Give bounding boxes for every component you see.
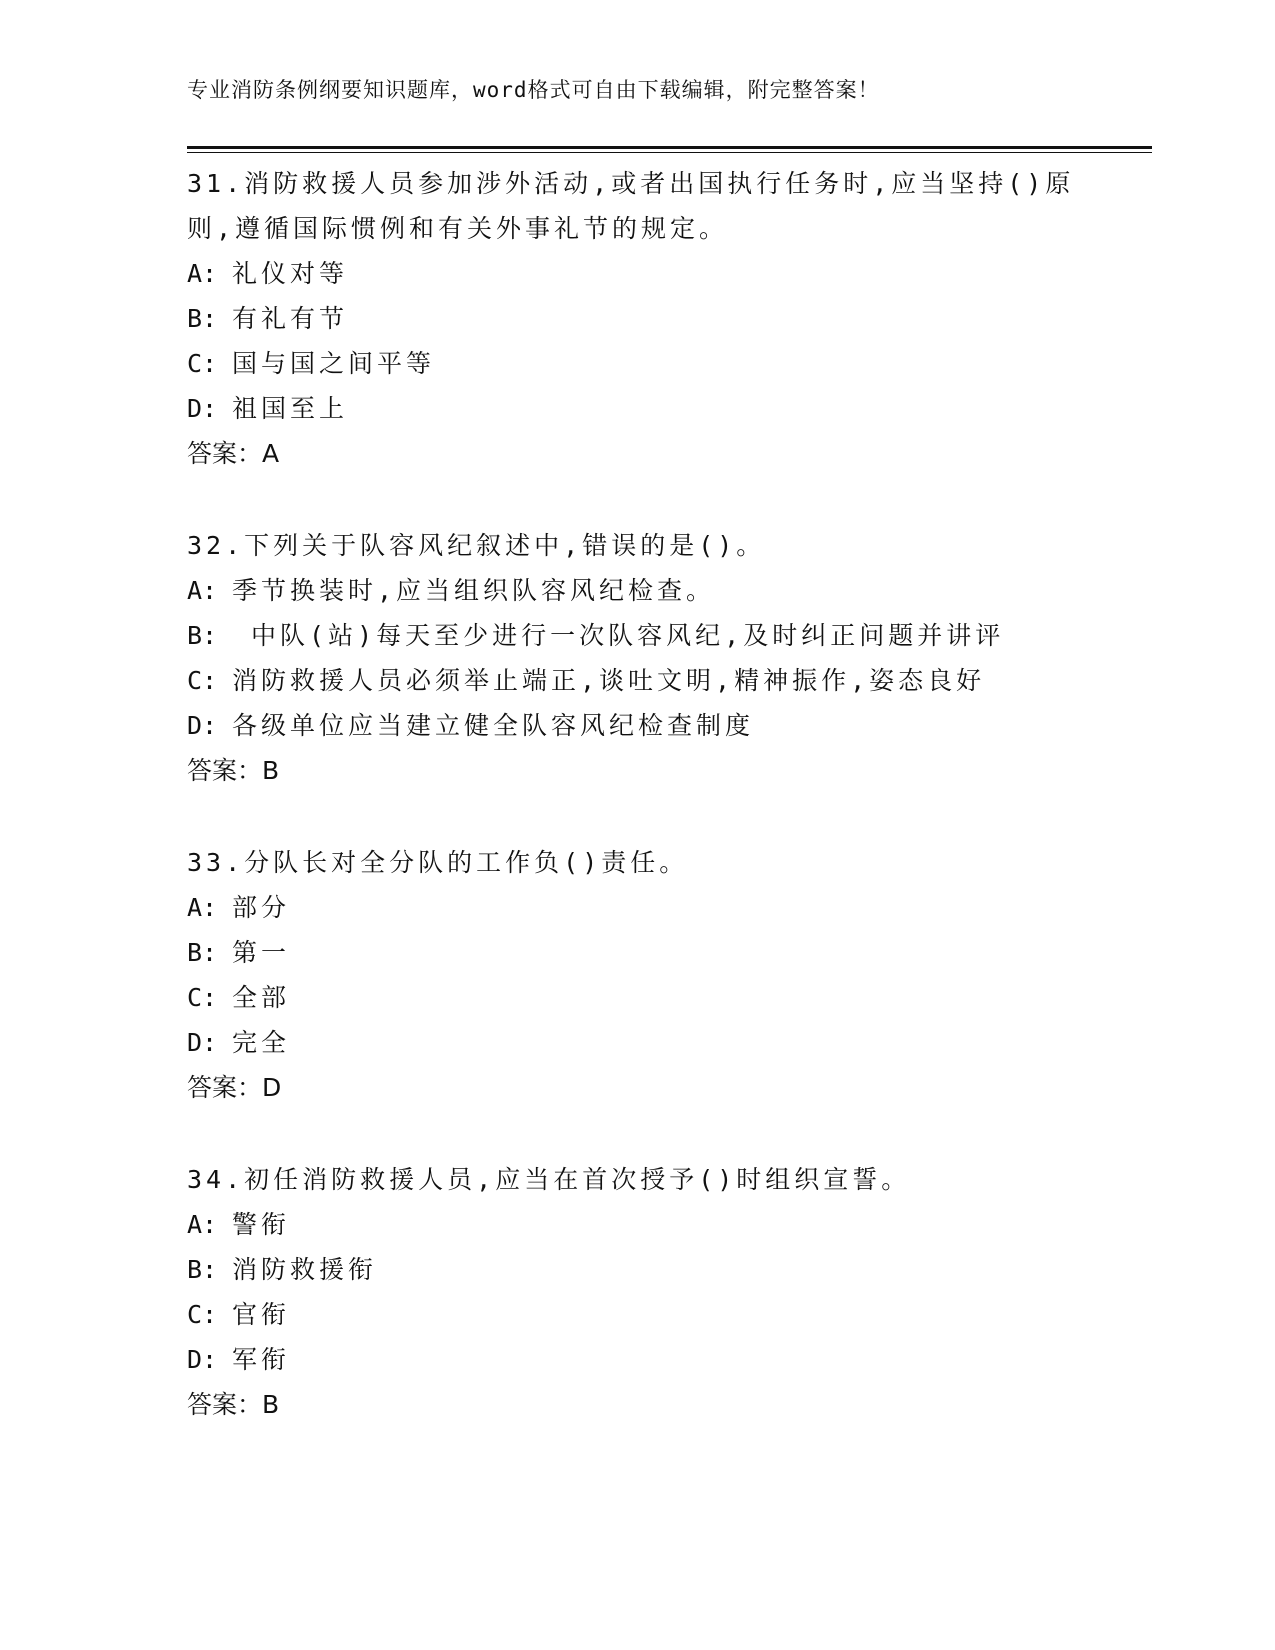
option-letter: B:	[187, 304, 218, 333]
question-stem: 31.消防救援人员参加涉外活动,或者出国执行任务时,应当坚持()原则,遵循国际惯例和有关外事礼节的规定。	[187, 169, 1075, 243]
option-d	[187, 1020, 1117, 1065]
option-text: 中队(站)每天至少进行一次队容风纪,及时纠正问题并讲评	[232, 621, 1005, 650]
option-letter: A:	[187, 1210, 218, 1239]
question-list	[187, 161, 1117, 1474]
answer-line: 答案：B	[187, 1390, 280, 1419]
document-header: 专业消防条例纲要知识题库，word格式可自由下载编辑，附完整答案！	[187, 78, 880, 102]
option-text: 季节换装时,应当组织队容风纪检查。	[232, 576, 716, 605]
question-stem: 32.下列关于队容风纪叙述中,错误的是()。	[187, 531, 766, 560]
question-stem: 33.分队长对全分队的工作负()责任。	[187, 848, 689, 877]
question-32	[187, 523, 1117, 794]
answer-line: 答案：B	[187, 756, 280, 785]
option-c	[187, 341, 1117, 386]
option-b	[187, 1247, 1117, 1292]
option-text: 消防救援衔	[232, 1255, 378, 1284]
option-letter: B:	[187, 938, 218, 967]
option-c	[187, 1292, 1117, 1337]
option-b	[187, 296, 1117, 341]
option-letter: D:	[187, 711, 218, 740]
option-a	[187, 885, 1117, 930]
option-letter: B:	[187, 1255, 218, 1284]
question-34	[187, 1157, 1117, 1428]
option-b	[187, 930, 1117, 975]
option-letter: C:	[187, 1300, 218, 1329]
option-a	[187, 251, 1117, 296]
option-text: 国与国之间平等	[232, 349, 436, 378]
option-letter: C:	[187, 666, 218, 695]
option-text: 军衔	[232, 1345, 291, 1374]
answer-line: 答案：D	[187, 1073, 282, 1102]
option-letter: B:	[187, 621, 218, 650]
option-a	[187, 568, 1117, 613]
option-letter: A:	[187, 259, 218, 288]
question-33	[187, 840, 1117, 1111]
option-text: 全部	[232, 983, 291, 1012]
option-letter: C:	[187, 983, 218, 1012]
option-letter: D:	[187, 1028, 218, 1057]
option-text: 有礼有节	[232, 304, 349, 333]
option-text: 官衔	[232, 1300, 291, 1329]
option-text: 完全	[232, 1028, 291, 1057]
option-c	[187, 658, 1117, 703]
option-letter: D:	[187, 1345, 218, 1374]
option-d	[187, 703, 1117, 748]
option-letter: A:	[187, 576, 218, 605]
option-text: 第一	[232, 938, 291, 967]
question-stem: 34.初任消防救援人员,应当在首次授予()时组织宣誓。	[187, 1165, 911, 1194]
header-rule-thin	[187, 152, 1152, 153]
option-text: 礼仪对等	[232, 259, 349, 288]
option-text: 消防救援人员必须举止端正,谈吐文明,精神振作,姿态良好	[232, 666, 986, 695]
answer-line: 答案：A	[187, 439, 280, 468]
option-letter: C:	[187, 349, 218, 378]
option-b	[187, 613, 1117, 658]
option-text: 各级单位应当建立健全队容风纪检查制度	[232, 711, 755, 740]
option-letter: A:	[187, 893, 218, 922]
option-d	[187, 386, 1117, 431]
header-rule-thick	[187, 146, 1152, 149]
option-d	[187, 1337, 1117, 1382]
option-c	[187, 975, 1117, 1020]
option-text: 祖国至上	[232, 394, 349, 423]
option-text: 部分	[232, 893, 291, 922]
option-text: 警衔	[232, 1210, 291, 1239]
option-a	[187, 1202, 1117, 1247]
question-31	[187, 161, 1117, 477]
option-letter: D:	[187, 394, 218, 423]
